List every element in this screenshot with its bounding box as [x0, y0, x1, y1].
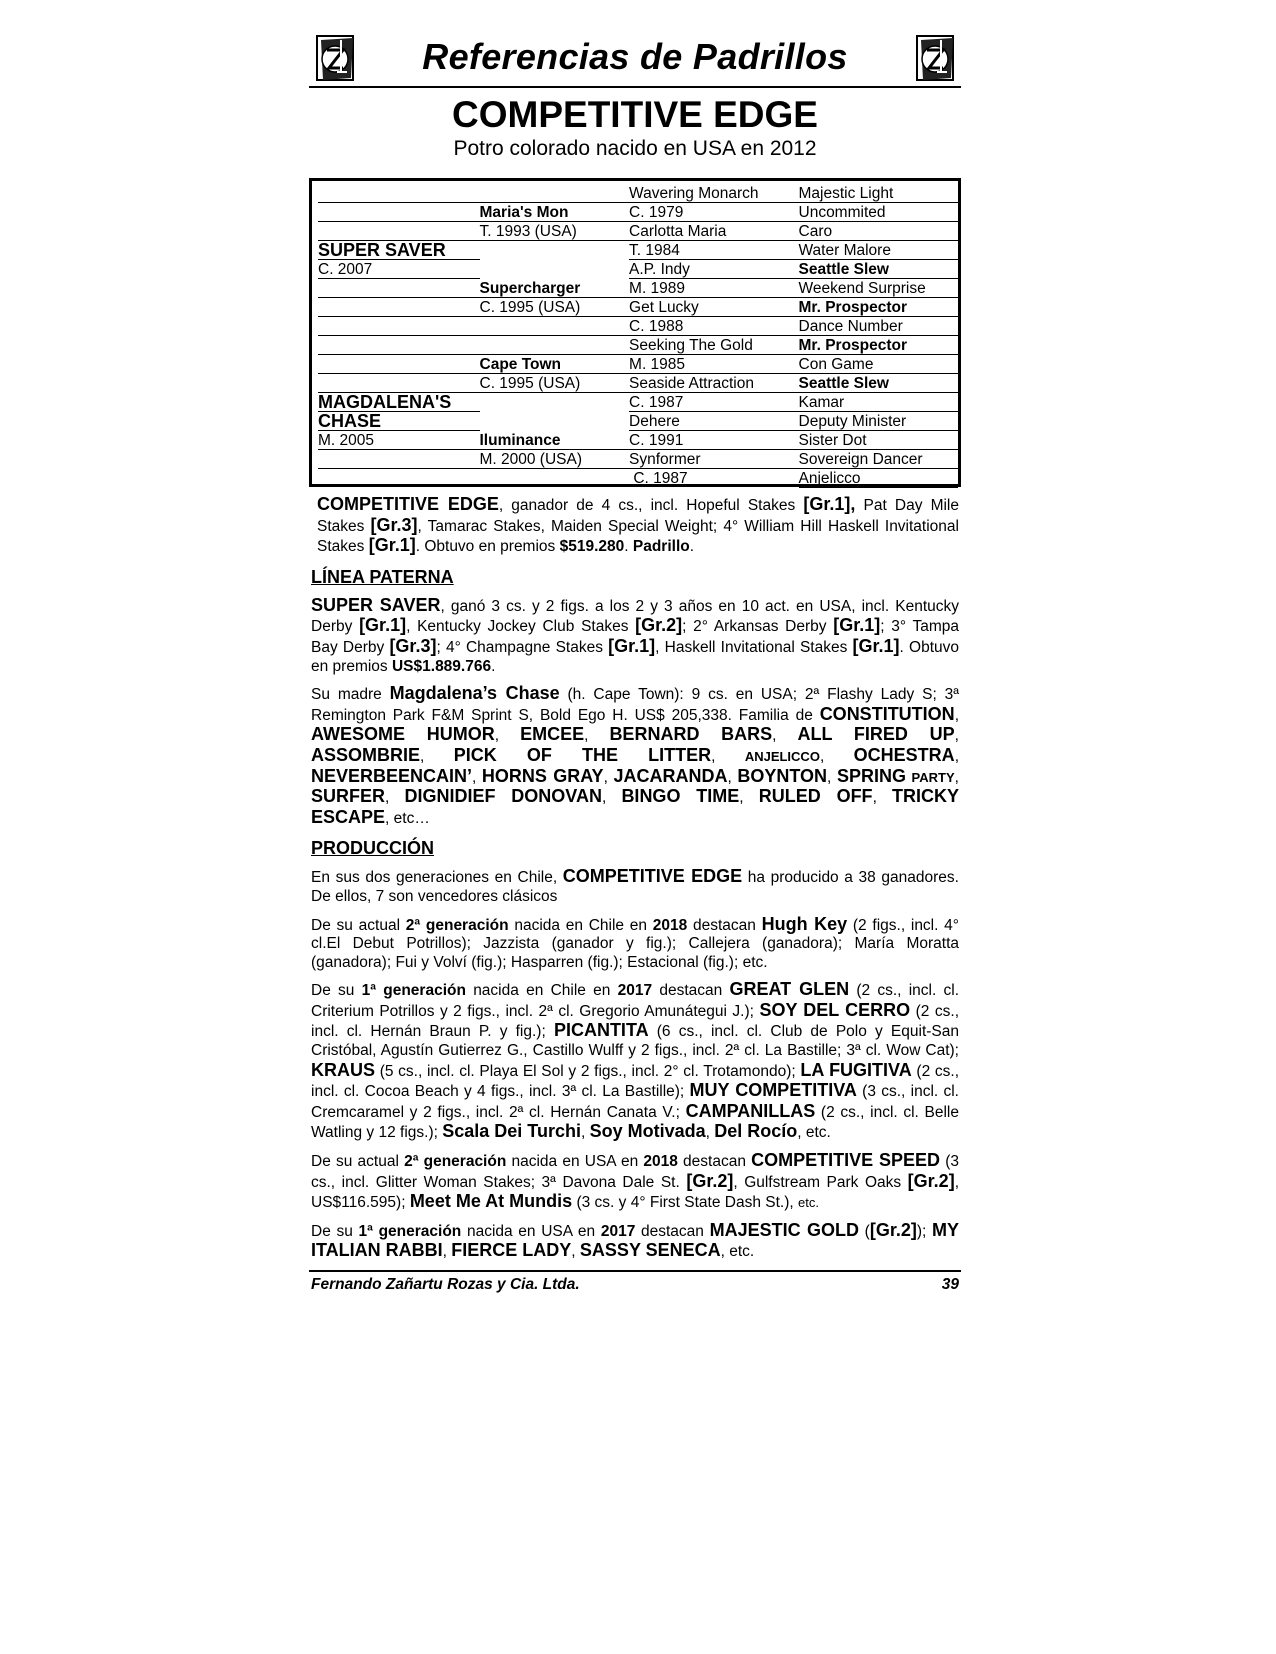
pedigree-cell: Deputy Minister — [799, 412, 959, 431]
production-chile-gen2 — [309, 915, 961, 973]
pedigree-cell: Water Malore — [799, 241, 959, 260]
pedigree-row — [318, 203, 958, 222]
pedigree-cell: Wavering Monarch — [629, 184, 798, 203]
pedigree-cell: Iluminance — [480, 431, 630, 450]
section-heading-produccion: PRODUCCIÓN — [311, 838, 435, 859]
generation: 1ª generación — [361, 982, 466, 1000]
dam-paragraph: Su madre Magdalena’s Chase (h. Cape Town): 9 cs. en USA; 2ª Flashy Lady S; 3ª Remington Park F&M Sprint S, Bold Ego H. US$ 205,338. Familia de CONSTITUTION, AWESOME HUMOR, EMCEE, BERNARD BARS, ALL FIRED UP, ASSOMBRIE, PICK OF THE LITTER, ANJELICCO, OCHESTRA, NEVERBEENCAIN’, HORNS GRAY, JACARANDA, BOYNTON, SPRING PARTY, SURFER, DIGNIDIEF DONOVAN, BINGO TIME, RULED OFF, TRICKY ESCAPE, etc… — [311, 683, 960, 827]
family-horse: NEVERBEENCAIN’ — [311, 765, 473, 786]
family-horse: OCHESTRA — [853, 744, 955, 765]
pedigree-row — [318, 469, 958, 488]
pedigree-cell: Mr. Prospector — [799, 298, 959, 317]
footer-company: Fernando Zañartu Rozas y Cia. Ltda. — [311, 1276, 580, 1293]
production-chile-gen1 — [309, 980, 961, 1143]
horse-name-inline: COMPETITIVE EDGE — [562, 866, 743, 887]
pedigree-cell: Sister Dot — [799, 431, 959, 450]
generation: 1ª generación — [358, 1222, 462, 1240]
text: . — [491, 657, 496, 675]
offspring-name: Meet Me At Mundis — [409, 1191, 573, 1212]
pedigree-cell: Seaside Attraction — [629, 374, 798, 393]
pedigree-cell — [318, 450, 480, 469]
pedigree-cell — [318, 317, 480, 336]
grade-badge: [Gr.3] — [389, 635, 437, 656]
pedigree-row — [318, 184, 958, 203]
pedigree-cell: C. 1987 — [629, 393, 798, 412]
pedigree-cell: M. 1985 — [629, 355, 798, 374]
text: . — [624, 538, 633, 556]
pedigree-cell: Sovereign Dancer — [799, 450, 959, 469]
text: destacan — [687, 916, 762, 934]
pedigree-cell: Seeking The Gold — [629, 336, 798, 355]
text: (3 cs. y 4° First State Dash St.), — [572, 1194, 798, 1212]
pedigree-row — [318, 260, 958, 279]
summary-paragraph — [309, 495, 961, 557]
family-horse: CONSTITUTION — [819, 703, 955, 724]
text: En sus dos generaciones en Chile, — [311, 869, 563, 887]
pedigree-cell: Kamar — [799, 393, 959, 412]
pedigree-cell: Seattle Slew — [799, 374, 959, 393]
text: ; 2° Arkansas Derby — [682, 618, 834, 636]
text: , ganó 3 cs. y 2 figs. a los 2 y 3 años en 10 act. en USA, incl. Kentucky Derby — [311, 597, 959, 636]
text: ; 3° Tampa Bay Derby — [311, 618, 960, 656]
pedigree-cell: C. 1987 — [629, 470, 688, 487]
grade-badge: [Gr.2] — [907, 1170, 955, 1191]
family-horse: BERNARD BARS — [609, 724, 773, 745]
pedigree-table — [309, 178, 961, 487]
pedigree-cell: T. 1984 — [629, 241, 798, 260]
family-horse: RULED OFF — [758, 786, 873, 807]
text: , Tamarac Stakes, Maiden Special Weight; 4° William Hill Haskell Invitational Stakes — [317, 517, 959, 556]
text: . Obtuvo en premios — [311, 638, 960, 675]
pedigree-cell — [318, 298, 480, 317]
text: . — [689, 538, 695, 556]
text: (2 cs., incl. cl. Cocoa Beach y 4 figs., incl. 3ª cl. La Bastille); — [311, 1062, 959, 1101]
text: , — [580, 1124, 590, 1142]
pedigree-cell: Anjelicco — [799, 469, 959, 488]
document-page — [309, 30, 961, 1294]
pedigree-row — [318, 317, 958, 336]
pedigree-cell: Supercharger — [480, 279, 630, 298]
text: , Kentucky Jockey Club Stakes — [406, 618, 636, 636]
text: De su — [311, 982, 362, 1000]
text: ha producido a 38 ganadores. De ellos, 7 son vencedores clásicos — [311, 869, 959, 905]
family-horse: ALL FIRED UP — [797, 724, 955, 745]
year: 2018 — [643, 1153, 678, 1171]
pedigree-cell: C. 1979 — [629, 203, 798, 222]
text: destacan — [635, 1222, 710, 1240]
family-horse: JACARANDA — [613, 765, 728, 786]
pedigree-cell: Weekend Surprise — [799, 279, 959, 298]
text: , — [705, 1124, 715, 1142]
offspring-name: Soy Motivada — [589, 1121, 706, 1142]
generation: 2ª generación — [405, 916, 509, 934]
header-title: Referencias de Padrillos — [422, 36, 848, 77]
pedigree-row — [318, 241, 958, 260]
year: 2018 — [652, 916, 688, 934]
sire-name: SUPER SAVER — [318, 241, 480, 260]
pedigree-row — [318, 336, 958, 355]
family-horse: SPRING — [836, 765, 906, 786]
text: (5 cs., incl. cl. Playa El Sol y 2 figs., incl. 2° cl. Trotamondo); — [375, 1062, 801, 1080]
family-horse: PARTY — [911, 769, 955, 785]
text: De su actual — [311, 1153, 405, 1171]
pedigree-row — [318, 222, 958, 241]
pedigree-row — [318, 355, 958, 374]
pedigree-cell — [318, 184, 480, 203]
pedigree-cell — [480, 336, 630, 355]
offspring-name: Scala Dei Turchi — [442, 1121, 581, 1142]
pedigree-cell — [318, 374, 480, 393]
pedigree-cell: C. 1991 — [629, 431, 798, 450]
pedigree-cell: M. 1989 — [629, 279, 798, 298]
offspring-name: FIERCE LADY — [451, 1240, 572, 1261]
text: , etc. — [797, 1124, 831, 1142]
offspring-name: Hugh Key — [761, 913, 848, 934]
text: (3 cs., incl. cl. Cremcaramel y 2 figs., incl. 2ª cl. Hernán Canata V.; — [311, 1083, 959, 1121]
page-footer — [309, 1270, 961, 1294]
pedigree-row — [318, 374, 958, 393]
text: nacida en USA en — [461, 1222, 601, 1240]
pedigree-cell — [480, 469, 630, 488]
grade-badge: [Gr.1] — [608, 635, 656, 656]
offspring-name: SASSY SENECA — [579, 1240, 721, 1261]
grade-badge: [Gr.2] — [686, 1170, 734, 1191]
pedigree-cell — [480, 184, 630, 203]
page-header — [309, 30, 961, 88]
text: . Obtuvo en premios — [415, 538, 560, 556]
grade-badge: [Gr.1] — [852, 635, 900, 656]
pedigree-cell: Mr. Prospector — [799, 336, 959, 355]
text: De su — [311, 1222, 359, 1240]
family-horse: SURFER — [311, 786, 386, 807]
offspring-name: MY ITALIAN RABBI — [311, 1219, 959, 1261]
text: De su actual — [311, 916, 406, 934]
pedigree-cell: C. 1995 (USA) — [480, 374, 630, 393]
text: nacida en USA en — [506, 1153, 644, 1171]
pedigree-cell: Dehere — [629, 412, 798, 431]
pedigree-cell: Caro — [799, 222, 959, 241]
pedigree-row — [318, 298, 958, 317]
grade-badge: [Gr.2] — [869, 1219, 917, 1240]
pedigree-cell — [480, 317, 630, 336]
family-horse: DIGNIDIEF DONOVAN — [404, 786, 602, 807]
grade-badge: [Gr.1] — [833, 615, 881, 636]
family-horse: TRICKY ESCAPE — [311, 786, 960, 827]
text: , ganador de 4 cs., incl. Hopeful Stakes — [498, 497, 804, 514]
family-horse: ASSOMBRIE — [311, 744, 421, 765]
text: (2 figs., incl. 4° cl.El Debut Potrillos); Jazzista (ganador y fig.); Callejera (ganadora); María Moratta (ganadora); Fui y Volví (fig.); Hasparren (fig.); Estacional (fig.); etc. — [311, 916, 959, 971]
pedigree-cell: Maria's Mon — [480, 203, 630, 222]
pedigree-cell: Majestic Light — [799, 184, 959, 203]
family-horse: BOYNTON — [737, 765, 828, 786]
offspring-name: MAJESTIC GOLD — [709, 1219, 859, 1240]
text: ( — [858, 1222, 870, 1240]
pedigree-cell: Uncommited — [799, 203, 959, 222]
horse-subtitle: Potro colorado nacido en USA en 2012 — [453, 137, 817, 160]
pedigree-cell: T. 1993 (USA) — [480, 222, 630, 241]
text: (2 cs., incl. cl. Criterium Potrillos y 2 figs., incl. 2ª cl. Gregorio Amunátegui J.); — [311, 982, 959, 1020]
pedigree-row — [318, 450, 958, 469]
pedigree-cell: Get Lucky — [629, 298, 798, 317]
offspring-name: PICANTITA — [553, 1020, 649, 1041]
horse-name: COMPETITIVE EDGE — [452, 94, 818, 135]
pedigree-cell — [318, 355, 480, 374]
text: (3 cs., incl. Glitter Woman Stakes; 3ª Davona Dale St. — [311, 1153, 959, 1191]
earnings: US$1.889.766 — [391, 657, 492, 675]
pedigree-row — [318, 431, 958, 450]
pedigree-cell: Dance Number — [799, 317, 959, 336]
grade-badge: [Gr.1], — [803, 494, 856, 514]
pedigree-cell: A.P. Indy — [629, 260, 798, 279]
family-horse: HORNS GRAY — [481, 765, 604, 786]
offspring-name: LA FUGITIVA — [800, 1059, 912, 1080]
text: ); — [916, 1222, 932, 1240]
dam-name: CHASE — [318, 412, 480, 431]
text: etc. — [798, 1195, 819, 1211]
earnings: $519.280 — [559, 538, 625, 556]
text: , etc… — [385, 809, 430, 827]
role: Padrillo — [632, 538, 690, 556]
offspring-name: CAMPANILLAS — [685, 1100, 816, 1121]
production-usa-gen1 — [309, 1221, 961, 1262]
text: , US$116.595); — [311, 1173, 959, 1212]
sire-name-inline: SUPER SAVER — [311, 594, 441, 615]
offspring-name: MUY COMPETITIVA — [689, 1080, 857, 1101]
offspring-name: KRAUS — [311, 1059, 376, 1080]
text: destacan — [652, 982, 730, 1000]
grade-badge: [Gr.2] — [635, 615, 683, 636]
horse-name-inline: COMPETITIVE EDGE — [317, 494, 499, 514]
pedigree-cell: Synformer — [629, 450, 798, 469]
pedigree-cell: Con Game — [799, 355, 959, 374]
family-horse: BINGO TIME — [621, 786, 740, 807]
pedigree-cell — [480, 393, 630, 412]
pedigree-cell — [480, 412, 630, 431]
pedigree-cell — [480, 260, 630, 279]
pedigree-cell: Seattle Slew — [799, 260, 959, 279]
pedigree-cell: C. 1988 — [629, 317, 798, 336]
pedigree-cell — [318, 336, 480, 355]
year: 2017 — [617, 982, 653, 1000]
family-horse: EMCEE — [520, 724, 585, 745]
text: , etc. — [720, 1243, 755, 1261]
pedigree-cell: C. 1995 (USA) — [480, 298, 630, 317]
offspring-name: GREAT GLEN — [729, 979, 850, 1000]
text: , — [571, 1243, 580, 1261]
sire-paragraph — [309, 596, 961, 676]
pedigree-cell: M. 2000 (USA) — [480, 450, 630, 469]
page-number: 39 — [941, 1276, 959, 1293]
generation: 2ª generación — [404, 1153, 507, 1171]
text: ; 4° Champagne Stakes — [436, 638, 609, 656]
pedigree-cell: M. 2005 — [318, 431, 480, 450]
text: Su madre — [311, 686, 390, 704]
pedigree-row — [318, 393, 958, 412]
text: , Gulfstream Park Oaks — [733, 1173, 908, 1191]
text: , — [442, 1243, 452, 1261]
pedigree-cell: Carlotta Maria — [629, 222, 798, 241]
text: , Haskell Invitational Stakes — [655, 638, 853, 656]
production-summary — [309, 867, 961, 906]
grade-badge: [Gr.3] — [370, 514, 418, 535]
text: destacan — [677, 1153, 752, 1171]
text: nacida en Chile en — [508, 916, 653, 934]
pedigree-cell — [318, 279, 480, 298]
year: 2017 — [600, 1222, 636, 1240]
pedigree-row — [318, 279, 958, 298]
text: Pat Day Mile Stakes — [317, 497, 959, 535]
grade-badge: [Gr.1] — [368, 535, 416, 556]
text: (6 cs., incl. cl. Club de Polo y Equit-San Cristóbal, Agustín Gutierrez G., Castillo Wulff y 2 figs., incl. 2ª cl. La Bastille; 3ª cl. Wow Cat); — [311, 1023, 959, 1060]
section-heading-linea-paterna: LÍNEA PATERNA — [311, 566, 454, 587]
dam-name: MAGDALENA'S — [318, 393, 480, 412]
pedigree-row — [318, 412, 958, 431]
family-horse: PICK OF THE LITTER — [453, 744, 712, 765]
dam-name-inline: Magdalena’s Chase — [389, 683, 560, 704]
zr-logo-icon — [913, 34, 957, 82]
grade-badge: [Gr.1] — [359, 615, 407, 636]
text: (2 cs., incl. cl. Belle Watling y 12 figs.); — [311, 1103, 959, 1142]
pedigree-cell — [318, 222, 480, 241]
family-horse: ANJELICCO — [744, 748, 820, 764]
pedigree-cell — [318, 203, 480, 222]
pedigree-cell — [318, 469, 480, 488]
pedigree-cell: C. 2007 — [318, 260, 480, 279]
production-usa-gen2 — [309, 1151, 961, 1213]
family-horse: AWESOME HUMOR — [311, 724, 495, 745]
text: (2 cs., incl. cl. Hernán Braun P. y fig.); — [311, 1002, 959, 1041]
text: (h. Cape Town): 9 cs. en USA; 2ª Flashy Lady S; 3ª Remington Park F&M Sprint S, Bold Ego H. US$ 205,338. Familia de — [311, 686, 959, 724]
text: nacida en Chile en — [465, 982, 618, 1000]
pedigree-cell: Cape Town — [480, 355, 630, 374]
offspring-name: Del Rocío — [714, 1121, 798, 1142]
offspring-name: COMPETITIVE SPEED — [751, 1150, 941, 1171]
offspring-name: SOY DEL CERRO — [759, 999, 911, 1020]
pedigree-cell — [480, 241, 630, 260]
